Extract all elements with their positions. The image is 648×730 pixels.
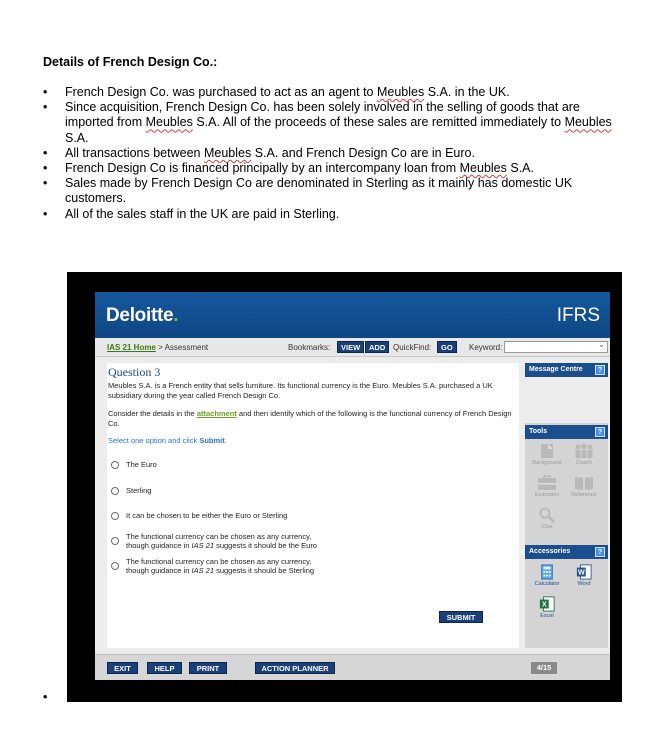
question-panel: Question 3 Meubles S.A. is a French entity that sells furniture. Its functional currency is the Euro. Meubles S.A. purchased a UK subsidiary during the year called French Design Co. Consider the details in the attachment and then identify which of the following is the functional currency of French Design Co. Select one option and click Submit. The Euro Sterling It can be chosen to be either the Euro or Sterling The functional currency can be chosen as any currency, though guidance in IAS 21 suggests it should be the Euro The functional currency can be chosen as any currency, though guidance in IAS 21 suggests it should be Sterling SUBMIT [107,363,519,648]
word-icon [575,564,593,580]
tool-coach[interactable]: Coach [567,443,601,466]
help-icon[interactable]: ? [595,547,605,557]
navigation-bar [95,338,610,357]
message-centre-header: Message Centre ? [525,363,608,377]
radio-button[interactable] [111,512,119,520]
help-icon[interactable]: ? [595,365,605,375]
reference-icon [574,475,594,491]
accessory-excel[interactable]: X Excel [530,596,564,619]
detail-item: • French Design Co. was purchased to act as an agent to Meubles S.A. in the UK. [43,85,613,100]
print-button[interactable]: PRINT [189,662,227,674]
calculator-icon [540,564,554,580]
detail-item: • French Design Co is financed principally by an intercompany loan from Meubles S.A. [43,161,613,176]
detail-item: • Since acquisition, French Design Co. has been solely involved in the selling of goods that are imported from Meubles S.A. All of the proceeds of these sales are remitted immediately to Meubles S.A. [43,100,613,146]
elearning-window [95,292,610,680]
attachment-link[interactable]: attachment [196,409,237,418]
product-title: IFRS [556,305,600,326]
breadcrumb: IAS 21 Home > Assessment [107,343,209,352]
detail-item: • All transactions between Meubles S.A. and French Design Co are in Euro. [43,146,613,161]
bookmarks-label: Bookmarks: [288,343,331,352]
bookmark-add-button[interactable]: ADD [365,341,389,353]
document-title: Details of French Design Co.: [43,55,218,69]
radio-button[interactable] [111,537,119,545]
help-button[interactable]: HELP [147,662,182,674]
bookmark-view-button[interactable]: VIEW [337,341,364,353]
tools-header: Tools ? [525,425,608,439]
detail-item: • Sales made by French Design Co are denominated in Sterling as it mainly has domestic UK customers. [43,176,613,206]
embedded-screenshot [67,272,622,702]
clue-icon [539,507,555,523]
footer-bar [95,654,610,680]
svg-text:X: X [541,600,547,609]
question-prompt: Consider the details in the attachment and then identify which of the following is the functional currency of French Design Co. [108,409,512,428]
submit-button[interactable]: SUBMIT [439,611,483,623]
help-icon[interactable]: ? [595,427,605,437]
keyword-label: Keyword: [469,343,503,352]
detail-item: • All of the sales staff in the UK are paid in Sterling. [43,207,613,222]
instruction-text: Select one option and click Submit. [108,436,227,445]
accessory-word[interactable]: W Word [567,564,601,587]
deloitte-logo: Deloitte. [106,305,179,326]
radio-button[interactable] [111,562,119,570]
excel-icon [538,596,556,612]
exit-button[interactable]: EXIT [107,662,138,674]
app-header [95,292,610,338]
svg-text:W: W [577,568,585,577]
tool-clue[interactable]: Clue [530,507,564,530]
background-icon [540,443,554,459]
radio-button[interactable] [111,487,119,495]
empty-bullet: • [43,690,48,704]
tool-background[interactable]: Background [530,443,564,466]
quickfind-go-button[interactable]: GO [437,341,457,353]
keyword-select[interactable] [504,341,608,353]
tool-reference[interactable]: Reference [567,475,601,498]
accessory-calculator[interactable]: Calculator [530,564,564,587]
details-list [43,85,613,222]
question-intro: Meubles S.A. is a French entity that sells furniture. Its functional currency is the Euro. Meubles S.A. purchased a UK subsidiary during the year called French Design Co. [108,381,493,400]
message-centre-body [525,377,608,423]
tool-examples[interactable]: Examples [530,475,564,498]
radio-button[interactable] [111,461,119,469]
examples-icon [537,475,557,491]
action-planner-button[interactable]: ACTION PLANNER [255,662,335,674]
sidebar [525,363,608,648]
accessories-header: Accessories ? [525,545,608,559]
breadcrumb-home-link[interactable]: IAS 21 Home [107,343,156,352]
chevron-down-icon: ⌄ [598,340,605,349]
coach-icon [573,443,595,459]
quickfind-label: QuickFind: [393,343,432,352]
question-title: Question 3 [108,365,161,379]
page-counter: 4/15 [531,662,557,674]
